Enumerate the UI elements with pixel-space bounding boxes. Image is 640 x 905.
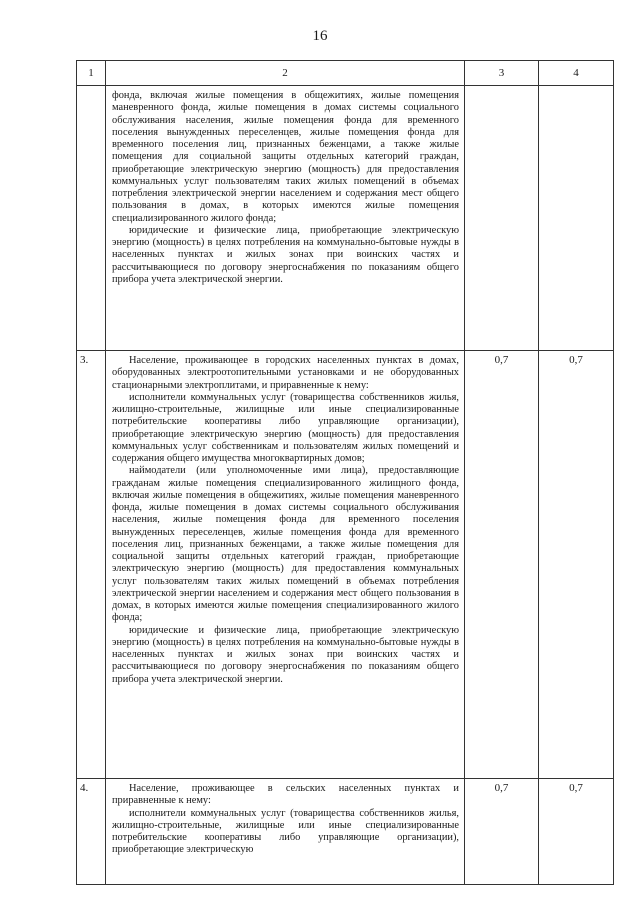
- paragraph: исполнители коммунальных услуг (товарищества собственников жилья, жилищно-строительные, жилищные или иные специализированные потребительские кооперативы либо управляющие организации), приобретающие электрическую энергию (мощность) для предоставления коммунальных услуг собственникам и пользователям жилых помещений и содержания общего имущества многоквартирных домов;: [112, 391, 459, 464]
- paragraph: юридические и физические лица, приобретающие электрическую энергию (мощность) в целях потребления на коммунально-бытовые нужды в населенных пунктах и жилых зонах при воинских частях и рассчитывающиеся по договору энергоснабжения по показаниям общего прибора учета электрической энергии.: [112, 624, 459, 685]
- row-number: [77, 86, 106, 351]
- header-cell-2: 2: [106, 61, 465, 86]
- page-number: 16: [312, 28, 328, 44]
- tariff-table: [76, 60, 614, 885]
- row-value-col4: 0,7: [539, 351, 614, 779]
- row-value-col3: 0,7: [465, 779, 539, 885]
- row-number: 3.: [77, 351, 106, 779]
- table-row: [77, 351, 614, 779]
- paragraph: исполнители коммунальных услуг (товарищества собственников жилья, жилищно-строительные, жилищные или иные специализированные потребительские кооперативы либо управляющие организации), приобретающие электрическую: [112, 807, 459, 856]
- table-row: [77, 86, 614, 351]
- row-value-col3: 0,7: [465, 351, 539, 779]
- paragraph: юридические и физические лица, приобретающие электрическую энергию (мощность) в целях потребления на коммунально-бытовые нужды в населенных пунктах и жилых зонах при воинских частях и рассчитывающиеся по договору энергоснабжения по показаниям общего прибора учета электрической энергии.: [112, 224, 459, 285]
- row-description: [106, 351, 465, 779]
- row-number: 4.: [77, 779, 106, 885]
- header-cell-3: 3: [465, 61, 539, 86]
- header-cell-4: 4: [539, 61, 614, 86]
- paragraph: Население, проживающее в сельских населенных пунктах и приравненные к нему:: [112, 783, 459, 807]
- table-row: [77, 779, 614, 885]
- row-value-col4: [539, 86, 614, 351]
- paragraph: фонда, включая жилые помещения в общежитиях, жилые помещения маневренного фонда, жилые помещения в домах системы социального обслуживания населения, жилые помещения фонда для временного поселения вынужденных переселенцев, жилые помещения фонда для временного поселения лиц, признанных беженцами, а также жилые помещения для социальной защиты отдельных категорий граждан, приобретающие электрическую энергию (мощность) для предоставления коммунальных услуг пользователям таких жилых помещений в объемах потребления электрической энергии населением и содержания мест общего пользования в домах, в которых имеются жилые помещения специализированного жилого фонда;: [112, 90, 459, 224]
- row-description: [106, 86, 465, 351]
- row-value-col3: [465, 86, 539, 351]
- row-description: [106, 779, 465, 885]
- paragraph: наймодатели (или уполномоченные ими лица), предоставляющие гражданам жилые помещения специализированного жилищного фонда, включая жилые помещения в общежитиях, жилые помещения маневренного фонда, жилые помещения в домах системы социального обслуживания населения, жилые помещения фонда для временного поселения вынужденных переселенцев, жилые помещения фонда для временного поселения лиц, признанных беженцами, а также жилые помещения для социальной защиты отдельных категорий граждан, приобретающие электрическую энергию (мощность) для предоставления коммунальных услуг пользователям таких жилых помещений в объемах потребления электрической энергии населением и содержания мест общего пользования в домах, в которых имеются жилые помещения специализированного жилого фонда;: [112, 465, 459, 624]
- row-value-col4: 0,7: [539, 779, 614, 885]
- paragraph: Население, проживающее в городских населенных пунктах в домах, оборудованных электроотопительными установками и не оборудованных стационарными электроплитами, и приравненные к нему:: [112, 355, 459, 391]
- table-header-row: [77, 61, 614, 86]
- header-cell-1: 1: [77, 61, 106, 86]
